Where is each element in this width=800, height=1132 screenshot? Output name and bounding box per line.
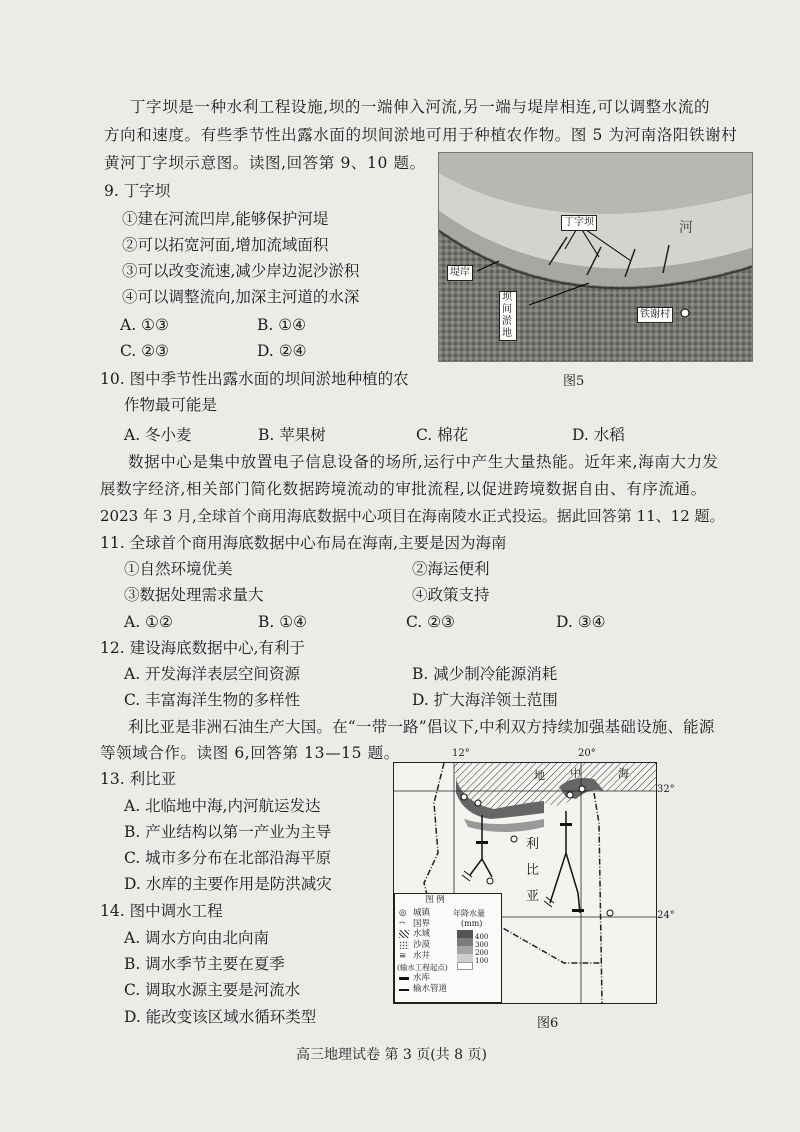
pipeline-east-branch [550, 853, 566, 903]
q14-stem: 14. 图中调水工程 [100, 902, 223, 920]
sea-label-di: 地 [534, 769, 545, 782]
label-village: 铁谢村 [637, 307, 673, 323]
country-label-bi: 比 [526, 863, 540, 878]
q10-stem-line2: 作物最可能是 [124, 396, 218, 414]
label-river: 河 [679, 220, 693, 236]
legend-reservoir: 水库 [413, 973, 431, 983]
legend-precip-swatch-4 [457, 954, 473, 962]
q12-stem: 12. 建设海底数据中心,有利于 [100, 639, 306, 657]
legend-precip-400: 400 [475, 933, 489, 941]
city-2 [475, 800, 481, 806]
pipeline-west-branch [482, 859, 492, 877]
legend-reservoir-icon [399, 977, 409, 980]
q11-option-b: B. ①④ [258, 613, 308, 631]
legend-precip-swatch-3 [457, 946, 473, 954]
sea-label-hai: 海 [618, 767, 629, 780]
city-3 [567, 792, 573, 798]
reservoir-1 [476, 841, 488, 844]
q10-option-d: D. 水稻 [572, 426, 625, 444]
q12-option-d: D. 扩大海洋领土范围 [412, 691, 558, 709]
q14-option-a: A. 调水方向由北向南 [124, 929, 270, 947]
legend-border-icon: -·- [399, 918, 405, 928]
passage-libya-line2: 等领域合作。读图 6,回答第 13—15 题。 [100, 744, 400, 762]
village-marker [681, 309, 689, 317]
passage-dingziba-line3: 黄河丁字坝示意图。读图,回答第 9、10 题。 [104, 154, 426, 172]
passage-libya-line1: 利比亚是非洲石油生产大国。在“一带一路”倡议下,中利双方持续加强基础设施、能源 [128, 718, 715, 736]
q9-statement-1: ①建在河流凹岸,能够保护河堤 [122, 210, 329, 228]
legend-desert-icon [399, 941, 409, 949]
figure6-caption: 图6 [537, 1016, 559, 1031]
passage-datacenter-line2: 展数字经济,相关部门简化数据跨境流动的审批流程,以促进跨境数据自由、有序流通。 [100, 480, 707, 498]
passage-datacenter-line1: 数据中心是集中放置电子信息设备的场所,运行中产生大量热能。近年来,海南大力发 [128, 453, 719, 471]
page-footer: 高三地理试卷 第 3 页(共 8 页) [296, 1047, 487, 1063]
q14-option-d: D. 能改变该区域水循环类型 [124, 1008, 317, 1026]
legend-well-note: (输水工程起点) [397, 963, 448, 972]
label-diyan: 堤岸 [447, 265, 473, 281]
well-group-1 [462, 871, 472, 881]
label-bajian: 坝间淤地 [499, 291, 517, 341]
q10-option-b: B. 苹果树 [258, 426, 326, 444]
q9-option-c: C. ②③ [120, 342, 169, 360]
passage-datacenter-line3: 2023 年 3 月,全球首个商用海底数据中心项目在海南陵水正式投运。据此回答第 11、12 题。 [100, 507, 725, 525]
legend-precip-300: 300 [475, 941, 489, 949]
sea-label-zhong: 中 [570, 767, 581, 780]
figure5-photo [438, 152, 753, 362]
country-label-ya: 亚 [526, 889, 540, 904]
q9-statement-3: ③可以改变流速,减少岸边泥沙淤积 [122, 262, 360, 280]
passage-dingziba-line2: 方向和速度。有些季节性出露水面的坝间淤地可用于种植农作物。图 5 为河南洛阳铁谢村 [104, 126, 738, 144]
q11-statement-4: ④政策支持 [412, 586, 490, 604]
q14-option-b: B. 调水季节主要在夏季 [124, 955, 285, 973]
q9-stem: 9. 丁字坝 [104, 182, 171, 200]
city-6 [487, 878, 493, 884]
lon-20-label: 20° [578, 748, 596, 759]
reservoir-3 [572, 909, 584, 912]
figure6-map [393, 762, 657, 1004]
q13-option-c: C. 城市多分布在北部沿海平原 [124, 849, 332, 867]
q11-statement-3: ③数据处理需求量大 [124, 586, 264, 604]
q13-option-b: B. 产业结构以第一产业为主导 [124, 823, 332, 841]
q12-option-a: A. 开发海洋表层空间资源 [124, 665, 301, 683]
legend-city-icon: ◎ [399, 908, 407, 918]
legend-water: 水域 [413, 929, 431, 939]
q11-option-a: A. ①② [124, 613, 173, 631]
legend-precip-title: 年降水量 [453, 909, 485, 918]
q11-option-d: D. ③④ [556, 613, 606, 631]
q9-statement-2: ②可以拓宽河面,增加流域面积 [122, 236, 329, 254]
q10-option-c: C. 棉花 [416, 426, 469, 444]
south-border [494, 923, 602, 963]
q9-option-b: B. ①④ [257, 316, 307, 334]
legend-pipeline: 输水管道 [413, 984, 448, 994]
legend-pipeline-icon [399, 989, 409, 991]
legend-precip-100: 100 [475, 957, 489, 965]
q9-statement-4: ④可以调整流向,加深主河道的水深 [122, 288, 360, 306]
q9-option-d: D. ②④ [257, 342, 307, 360]
country-label-li: 利 [526, 837, 540, 852]
legend-well: 水井 [413, 951, 431, 961]
legend-well-icon: ≡ [399, 951, 407, 961]
legend-precip-swatch-2 [457, 938, 473, 946]
q13-option-a: A. 北临地中海,内河航运发达 [124, 797, 321, 815]
legend-precip-unit: (mm) [461, 919, 483, 928]
legend-precip-swatch-1 [457, 930, 473, 938]
figure5-caption: 图5 [563, 374, 585, 389]
pipeline-east [566, 811, 580, 913]
legend-precip-200: 200 [475, 949, 489, 957]
legend-border: 国界 [413, 919, 431, 929]
q11-statement-1: ①自然环境优美 [124, 560, 233, 578]
q11-stem: 11. 全球首个商用海底数据中心布局在海南,主要是因为海南 [100, 534, 507, 552]
lon-12-label: 12° [452, 748, 470, 759]
legend-desert: 沙漠 [413, 940, 431, 950]
q13-option-d: D. 水库的主要作用是防洪减灾 [124, 875, 332, 893]
q9-option-a: A. ①③ [120, 316, 169, 334]
label-dingziba: 丁字坝 [561, 215, 597, 231]
city-7 [607, 910, 613, 916]
q10-stem-line1: 10. 图中季节性出露水面的坝间淤地种植的农 [100, 370, 409, 388]
q12-option-b: B. 减少制冷能源消耗 [412, 665, 558, 683]
legend-precip-swatch-5 [457, 962, 473, 970]
q12-option-c: C. 丰富海洋生物的多样性 [124, 691, 301, 709]
city-5 [511, 836, 517, 842]
q14-option-c: C. 调取水源主要是河流水 [124, 981, 301, 999]
reservoir-2 [560, 823, 572, 826]
lat-32-label: 32° [657, 784, 675, 795]
figure5-image [439, 153, 752, 361]
legend-title: 图 例 [425, 895, 445, 905]
legend-water-icon [399, 930, 409, 938]
map-legend [394, 893, 502, 1003]
passage-dingziba-line1: 丁字坝是一种水利工程设施,坝的一端伸入河流,另一端与堤岸相连,可以调整水流的 [130, 98, 711, 116]
q11-statement-2: ②海运便利 [412, 560, 490, 578]
legend-city: 城镇 [413, 908, 431, 918]
city-4 [579, 786, 585, 792]
city-1 [461, 794, 467, 800]
precip-band-mid [464, 819, 544, 832]
lat-24-label: 24° [657, 910, 675, 921]
q11-option-c: C. ②③ [406, 613, 455, 631]
well-group-2 [544, 897, 554, 907]
q10-option-a: A. 冬小麦 [124, 426, 192, 444]
east-border [594, 793, 602, 1003]
q13-stem: 13. 利比亚 [100, 770, 177, 788]
